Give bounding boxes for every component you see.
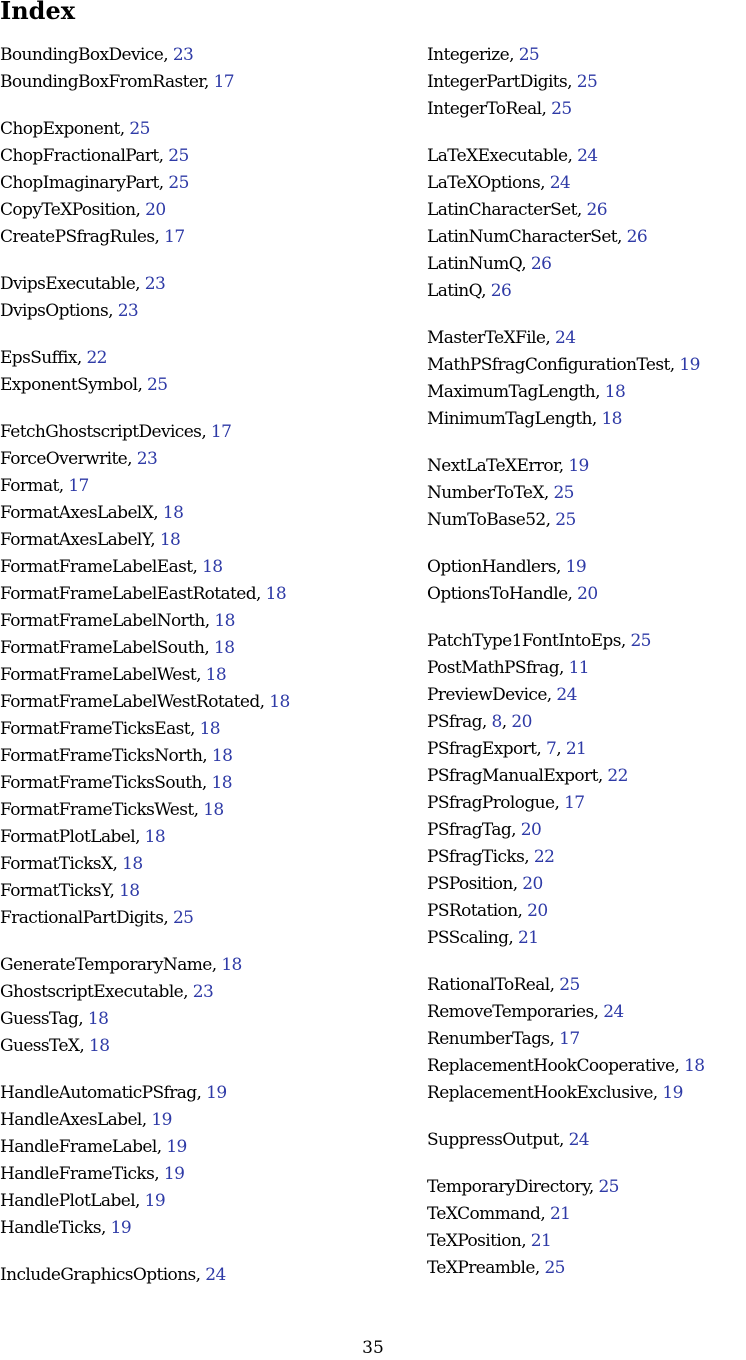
page-link[interactable]: 17 (213, 72, 235, 92)
index-entry: ExponentSymbol, 25 (0, 375, 168, 395)
index-term: HandleAxesLabel (0, 1110, 142, 1130)
page-link[interactable]: 18 (199, 719, 221, 739)
index-group (0, 952, 420, 1060)
page-link[interactable]: 18 (119, 881, 140, 901)
index-term: LaTeXExecutable (427, 146, 568, 166)
index-entry: ChopFractionalPart, 25 (0, 146, 189, 166)
page-link[interactable]: 19 (565, 557, 587, 577)
index-entry: MinimumTagLength, 18 (427, 409, 622, 429)
page-link[interactable]: 7 (546, 739, 557, 759)
index-entry: FormatFrameTicksNorth, 18 (0, 746, 233, 766)
page-link[interactable]: 25 (553, 483, 574, 503)
index-term: PSfragManualExport (427, 766, 598, 786)
index-entry: TeXPreamble, 25 (427, 1258, 565, 1278)
page-link[interactable]: 23 (192, 982, 214, 1002)
index-entry: ReplacementHookExclusive, 19 (427, 1083, 683, 1103)
page-link[interactable]: 25 (559, 975, 580, 995)
index-term: IntegerPartDigits (427, 72, 568, 92)
index-entry: HandleAutomaticPSfrag, 19 (0, 1083, 227, 1103)
index-term: ChopImaginaryPart (0, 173, 159, 193)
page-link[interactable]: 23 (136, 449, 158, 469)
page-link[interactable]: 25 (172, 908, 194, 928)
page-link[interactable]: 18 (162, 503, 184, 523)
index-entry: FormatFrameLabelNorth, 18 (0, 611, 235, 631)
index-group (0, 116, 420, 251)
index-term: ChopExponent (0, 119, 120, 139)
index-column-left (0, 42, 420, 1309)
index-term: FractionalPartDigits (0, 908, 164, 928)
page-link[interactable]: 18 (87, 1009, 109, 1029)
index-entry: Integerize, 25 (427, 45, 540, 65)
index-entry: PSfrag, 8, 20 (427, 712, 532, 732)
index-term: TeXCommand (427, 1204, 541, 1224)
index-entry: GenerateTemporaryName, 18 (0, 955, 242, 975)
index-term: LatinCharacterSet (427, 200, 577, 220)
index-term: HandleAutomaticPSfrag (0, 1083, 197, 1103)
page-link[interactable]: 18 (144, 827, 166, 847)
index-term: DvipsOptions (0, 301, 109, 321)
index-term: BoundingBoxDevice (0, 45, 164, 65)
index-entry: EpsSuffix, 22 (0, 348, 107, 368)
index-term: TeXPreamble (427, 1258, 535, 1278)
page-link[interactable]: 17 (564, 793, 585, 813)
index-term: FormatFrameLabelWest (0, 665, 197, 685)
page-link[interactable]: 18 (205, 665, 227, 685)
page-link[interactable]: 22 (533, 847, 555, 867)
index-entry: HandleTicks, 19 (0, 1218, 132, 1238)
index-term: NextLaTeXError (427, 456, 559, 476)
index-entry: RationalToReal, 25 (427, 975, 580, 995)
page-link[interactable]: 21 (518, 928, 539, 948)
index-term: EpsSuffix (0, 348, 77, 368)
index-entry: CopyTeXPosition, 20 (0, 200, 166, 220)
index-term: MaximumTagLength (427, 382, 596, 402)
page-link[interactable]: 22 (607, 766, 628, 786)
index-entry: HandleFrameTicks, 19 (0, 1164, 185, 1184)
page-link[interactable]: 25 (551, 99, 572, 119)
page-link[interactable]: 19 (144, 1191, 166, 1211)
index-term: SuppressOutput (427, 1130, 559, 1150)
index-term: CreatePSfragRules (0, 227, 155, 247)
index-group (427, 453, 746, 534)
page-link[interactable]: 18 (211, 746, 233, 766)
index-group (427, 325, 746, 433)
page-link[interactable]: 19 (206, 1083, 227, 1103)
index-entry: FormatFrameTicksEast, 18 (0, 719, 221, 739)
index-entry: OptionHandlers, 19 (427, 557, 587, 577)
index-group (0, 1080, 420, 1242)
index-entry: MasterTeXFile, 24 (427, 328, 576, 348)
index-term: PSRotation (427, 901, 518, 921)
page-link[interactable]: 11 (568, 658, 590, 678)
index-entry: NumToBase52, 25 (427, 510, 576, 530)
page-link[interactable]: 24 (577, 146, 598, 166)
page-link[interactable]: 24 (549, 173, 571, 193)
page-link[interactable]: 23 (172, 45, 194, 65)
index-entry: LaTeXOptions, 24 (427, 173, 571, 193)
page-link[interactable]: 18 (202, 557, 223, 577)
index-entry: GuessTag, 18 (0, 1009, 109, 1029)
index-term: PSPosition (427, 874, 513, 894)
index-entry: PSfragTicks, 22 (427, 847, 555, 867)
page-link[interactable]: 24 (568, 1130, 590, 1150)
index-entry: FormatFrameTicksSouth, 18 (0, 773, 232, 793)
index-term: CopyTeXPosition (0, 200, 136, 220)
index-term: PSfragTag (427, 820, 512, 840)
index-entry: HandleAxesLabel, 19 (0, 1110, 172, 1130)
index-entry: RemoveTemporaries, 24 (427, 1002, 624, 1022)
index-term: FormatTicksY (0, 881, 110, 901)
index-entry: PostMathPSfrag, 11 (427, 658, 590, 678)
index-group (0, 271, 420, 325)
index-entry: MaximumTagLength, 18 (427, 382, 626, 402)
index-term: PatchType1FontIntoEps (427, 631, 621, 651)
index-term: DvipsExecutable (0, 274, 136, 294)
index-column-right (427, 42, 746, 1302)
index-term: PSfragPrologue (427, 793, 555, 813)
index-term: FormatFrameLabelEastRotated (0, 584, 257, 604)
index-entry: PSfragExport, 7, 21 (427, 739, 587, 759)
index-entry: FormatPlotLabel, 18 (0, 827, 166, 847)
index-entry: LatinNumQ, 26 (427, 254, 552, 274)
index-term: FormatFrameLabelEast (0, 557, 193, 577)
index-entry: FormatAxesLabelX, 18 (0, 503, 184, 523)
index-term: MathPSfragConfigurationTest (427, 355, 670, 375)
index-group (0, 419, 420, 932)
index-term: OptionHandlers (427, 557, 557, 577)
index-term: PSfragExport (427, 739, 537, 759)
page-link[interactable]: 26 (626, 227, 648, 247)
index-entry: TeXCommand, 21 (427, 1204, 571, 1224)
index-entry: PSfragPrologue, 17 (427, 793, 585, 813)
index-term: IntegerToReal (427, 99, 542, 119)
index-term: GhostscriptExecutable (0, 982, 184, 1002)
page-number: 35 (362, 1338, 384, 1358)
index-entry: NumberToTeX, 25 (427, 483, 574, 503)
index-entry: PSScaling, 21 (427, 928, 539, 948)
page-link[interactable]: 18 (684, 1056, 705, 1076)
index-entry: PSPosition, 20 (427, 874, 543, 894)
index-group (427, 1174, 746, 1282)
index-entry: FormatFrameLabelWestRotated, 18 (0, 692, 290, 712)
index-term: HandleFrameLabel (0, 1137, 157, 1157)
index-term: FormatFrameTicksNorth (0, 746, 203, 766)
page-link[interactable]: 25 (168, 173, 189, 193)
index-entry: PreviewDevice, 24 (427, 685, 577, 705)
index-entry: LatinQ, 26 (427, 281, 512, 301)
index-term: TeXPosition (427, 1231, 522, 1251)
page-link[interactable]: 17 (210, 422, 232, 442)
page-link[interactable]: 25 (129, 119, 150, 139)
page-link[interactable]: 20 (511, 712, 532, 732)
page-link[interactable]: 18 (604, 382, 626, 402)
page-link[interactable]: 21 (565, 739, 587, 759)
page-link[interactable]: 18 (211, 773, 232, 793)
index-term: TemporaryDirectory (427, 1177, 589, 1197)
index-entry: NextLaTeXError, 19 (427, 456, 589, 476)
index-entry: ReplacementHookCooperative, 18 (427, 1056, 705, 1076)
page-link[interactable]: 19 (151, 1110, 172, 1130)
page-link[interactable]: 25 (168, 146, 189, 166)
index-term: LaTeXOptions (427, 173, 541, 193)
index-term: PSScaling (427, 928, 509, 948)
page-link[interactable]: 25 (518, 45, 540, 65)
index-term: MinimumTagLength (427, 409, 592, 429)
page-link[interactable]: 17 (559, 1029, 580, 1049)
index-term: MasterTeXFile (427, 328, 546, 348)
page-link[interactable]: 24 (603, 1002, 624, 1022)
index-entry: FormatTicksY, 18 (0, 881, 140, 901)
index-group (427, 42, 746, 123)
page-link[interactable]: 22 (86, 348, 107, 368)
index-entry: IntegerToReal, 25 (427, 99, 572, 119)
index-entry: DvipsOptions, 23 (0, 301, 139, 321)
page-link[interactable]: 19 (166, 1137, 187, 1157)
index-entry: FormatAxesLabelY, 18 (0, 530, 181, 550)
page-link[interactable]: 24 (556, 685, 577, 705)
index-term: ReplacementHookExclusive (427, 1083, 653, 1103)
index-group (427, 143, 746, 305)
index-entry: IntegerPartDigits, 25 (427, 72, 598, 92)
index-group (0, 345, 420, 399)
index-term: LatinQ (427, 281, 482, 301)
page-link[interactable]: 17 (164, 227, 185, 247)
index-entry: BoundingBoxDevice, 23 (0, 45, 194, 65)
page-link[interactable]: 25 (598, 1177, 619, 1197)
index-entry: LatinNumCharacterSet, 26 (427, 227, 648, 247)
index-entry: FormatFrameLabelEastRotated, 18 (0, 584, 287, 604)
index-entry: ChopImaginaryPart, 25 (0, 173, 189, 193)
page-link[interactable]: 25 (555, 510, 576, 530)
index-entry: FormatFrameLabelSouth, 18 (0, 638, 235, 658)
index-term: Format (0, 476, 59, 496)
index-entry: HandlePlotLabel, 19 (0, 1191, 166, 1211)
index-term: LatinNumCharacterSet (427, 227, 618, 247)
index-entry: PSfragManualExport, 22 (427, 766, 628, 786)
index-term: LatinNumQ (427, 254, 522, 274)
index-entry: ForceOverwrite, 23 (0, 449, 158, 469)
page-link[interactable]: 19 (110, 1218, 132, 1238)
index-term: FormatFrameTicksWest (0, 800, 194, 820)
index-entry: GuessTeX, 18 (0, 1036, 110, 1056)
index-entry: DvipsExecutable, 23 (0, 274, 166, 294)
page-link[interactable]: 25 (147, 375, 168, 395)
index-entry: FormatTicksX, 18 (0, 854, 143, 874)
page-link[interactable]: 20 (145, 200, 166, 220)
page-link[interactable]: 18 (214, 611, 235, 631)
index-term: PSfrag (427, 712, 482, 732)
index-entry: TeXPosition, 21 (427, 1231, 552, 1251)
index-term: PostMathPSfrag (427, 658, 559, 678)
index-entry: TemporaryDirectory, 25 (427, 1177, 619, 1197)
index-entry: FormatFrameLabelEast, 18 (0, 557, 223, 577)
index-term: BoundingBoxFromRaster (0, 72, 204, 92)
index-term: ForceOverwrite (0, 449, 128, 469)
page-link[interactable]: 19 (662, 1083, 683, 1103)
index-term: NumToBase52 (427, 510, 546, 530)
page-link[interactable]: 18 (89, 1036, 110, 1056)
index-term: FormatFrameLabelWestRotated (0, 692, 260, 712)
index-term: RenumberTags (427, 1029, 550, 1049)
page-link[interactable]: 25 (630, 631, 651, 651)
index-group (0, 42, 420, 96)
index-term: PSfragTicks (427, 847, 525, 867)
page-link[interactable]: 26 (586, 200, 607, 220)
index-term: HandleTicks (0, 1218, 102, 1238)
index-entry: RenumberTags, 17 (427, 1029, 580, 1049)
index-term: FormatTicksX (0, 854, 113, 874)
page-link[interactable]: 19 (568, 456, 589, 476)
page-link[interactable]: 25 (576, 72, 598, 92)
page-link[interactable]: 8 (491, 712, 502, 732)
index-group (427, 554, 746, 608)
page-link[interactable]: 18 (122, 854, 143, 874)
index-group (427, 972, 746, 1107)
page-link[interactable]: 17 (68, 476, 89, 496)
index-term: ChopFractionalPart (0, 146, 159, 166)
index-term: HandleFrameTicks (0, 1164, 155, 1184)
index-group (0, 1262, 420, 1289)
index-term: Integerize (427, 45, 510, 65)
index-title: Index (0, 0, 76, 25)
page-link[interactable]: 20 (577, 584, 598, 604)
page-link[interactable]: 19 (679, 355, 700, 375)
index-term: ExponentSymbol (0, 375, 138, 395)
index-entry: FormatFrameTicksWest, 18 (0, 800, 224, 820)
page-link[interactable]: 23 (117, 301, 139, 321)
index-entry: HandleFrameLabel, 19 (0, 1137, 187, 1157)
page-link[interactable]: 18 (601, 409, 622, 429)
page-link[interactable]: 20 (527, 901, 548, 921)
index-entry: FractionalPartDigits, 25 (0, 908, 194, 928)
page-link[interactable]: 24 (555, 328, 576, 348)
index-entry: SuppressOutput, 24 (427, 1130, 590, 1150)
index-entry: PatchType1FontIntoEps, 25 (427, 631, 651, 651)
index-entry: OptionsToHandle, 20 (427, 584, 598, 604)
page-link[interactable]: 24 (205, 1265, 226, 1285)
index-term: OptionsToHandle (427, 584, 568, 604)
index-entry: LatinCharacterSet, 26 (427, 200, 607, 220)
index-entry: ChopExponent, 25 (0, 119, 150, 139)
page-link[interactable]: 18 (269, 692, 290, 712)
index-term: GenerateTemporaryName (0, 955, 212, 975)
index-term: RemoveTemporaries (427, 1002, 594, 1022)
index-entry: LaTeXExecutable, 24 (427, 146, 598, 166)
index-entry: BoundingBoxFromRaster, 17 (0, 72, 235, 92)
page-link[interactable]: 25 (544, 1258, 565, 1278)
page-link[interactable]: 18 (265, 584, 287, 604)
index-entry: PSfragTag, 20 (427, 820, 542, 840)
index-term: FormatFrameLabelSouth (0, 638, 205, 658)
index-entry: GhostscriptExecutable, 23 (0, 982, 214, 1002)
index-term: FormatFrameTicksSouth (0, 773, 202, 793)
index-term: FormatAxesLabelY (0, 530, 151, 550)
index-term: HandlePlotLabel (0, 1191, 136, 1211)
index-entry: PSRotation, 20 (427, 901, 548, 921)
page-link[interactable]: 23 (144, 274, 166, 294)
page-link[interactable]: 18 (221, 955, 242, 975)
index-term: GuessTag (0, 1009, 79, 1029)
index-entry: CreatePSfragRules, 17 (0, 227, 185, 247)
index-entry: MathPSfragConfigurationTest, 19 (427, 355, 700, 375)
index-term: FetchGhostscriptDevices (0, 422, 202, 442)
page-link[interactable]: 26 (530, 254, 552, 274)
index-term: GuessTeX (0, 1036, 80, 1056)
page-link[interactable]: 21 (530, 1231, 552, 1251)
index-term: FormatFrameLabelNorth (0, 611, 205, 631)
index-group (427, 1127, 746, 1154)
index-term: ReplacementHookCooperative (427, 1056, 675, 1076)
page-link[interactable]: 19 (163, 1164, 185, 1184)
page-link[interactable]: 18 (213, 638, 235, 658)
index-term: FormatFrameTicksEast (0, 719, 190, 739)
page-link[interactable]: 20 (520, 820, 542, 840)
page-link[interactable]: 18 (159, 530, 181, 550)
page-link[interactable]: 18 (203, 800, 224, 820)
index-entry: Format, 17 (0, 476, 89, 496)
index-term: PreviewDevice (427, 685, 547, 705)
index-term: FormatPlotLabel (0, 827, 136, 847)
page-link[interactable]: 26 (490, 281, 512, 301)
page-link[interactable]: 21 (549, 1204, 571, 1224)
index-group (427, 628, 746, 952)
index-term: RationalToReal (427, 975, 550, 995)
page-link[interactable]: 20 (522, 874, 543, 894)
index-term: NumberToTeX (427, 483, 544, 503)
index-term: FormatAxesLabelX (0, 503, 154, 523)
index-entry: FetchGhostscriptDevices, 17 (0, 422, 232, 442)
index-term: IncludeGraphicsOptions (0, 1265, 196, 1285)
index-entry: IncludeGraphicsOptions, 24 (0, 1265, 226, 1285)
index-entry: FormatFrameLabelWest, 18 (0, 665, 227, 685)
